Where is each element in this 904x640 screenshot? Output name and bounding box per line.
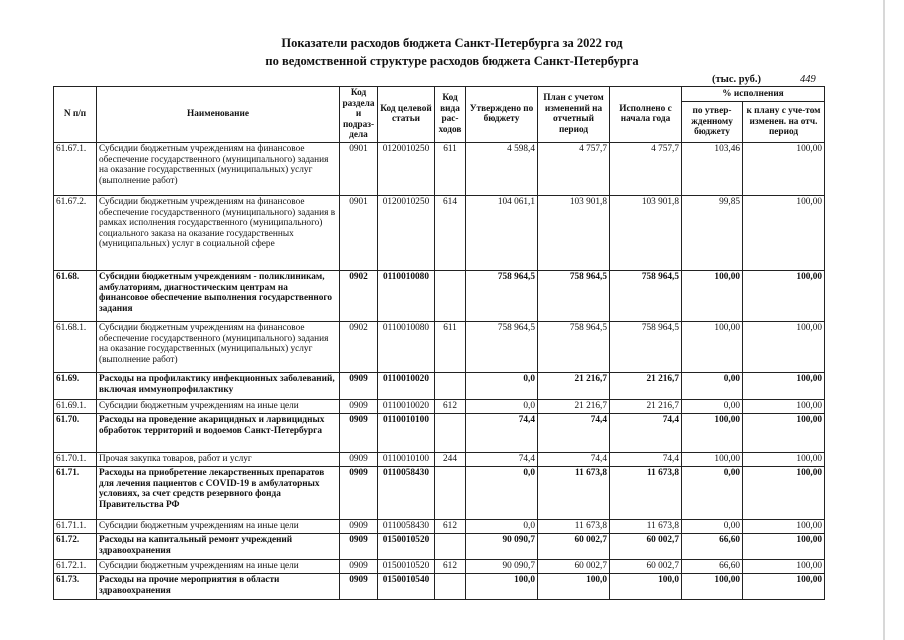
cell-section: 0909 (340, 413, 378, 452)
cell-target: 0150010520 (378, 559, 435, 573)
cell-section: 0909 (340, 573, 378, 599)
header-kind: Код вида рас-ходов (435, 87, 466, 143)
cell-name: Прочая закупка товаров, работ и услуг (97, 452, 340, 466)
table-row (54, 573, 825, 599)
cell-pct-plan: 100,00 (743, 559, 825, 573)
cell-pct-plan: 100,00 (743, 573, 825, 599)
cell-name: Расходы на приобретение лекарственных препаратов для лечения пациентов с COVID-19 в амбулаторных условиях, за счет средств резервного фонда Правительства РФ (97, 466, 340, 519)
cell-pct-budget: 0,00 (682, 372, 743, 399)
cell-pct-budget: 0,00 (682, 399, 743, 413)
cell-pct-plan: 100,00 (743, 533, 825, 559)
cell-approved: 0,0 (466, 466, 538, 519)
header-num: N п/п (54, 87, 97, 143)
cell-plan: 11 673,8 (538, 519, 610, 533)
units-label: (тыс. руб.) (712, 74, 761, 85)
table-row (54, 466, 825, 519)
table-row (54, 195, 825, 270)
cell-approved: 90 090,7 (466, 559, 538, 573)
cell-pct-plan: 100,00 (743, 413, 825, 452)
cell-target: 0110058430 (378, 519, 435, 533)
cell-plan: 74,4 (538, 452, 610, 466)
cell-name: Расходы на капитальный ремонт учреждений здравоохранения (97, 533, 340, 559)
cell-section: 0902 (340, 321, 378, 372)
cell-target: 0110010020 (378, 399, 435, 413)
table-row (54, 321, 825, 372)
cell-num: 61.73. (54, 573, 97, 599)
header-plan: План с учетом изменений на отчетный период (538, 87, 610, 143)
cell-pct-budget: 66,60 (682, 559, 743, 573)
cell-target: 0110010080 (378, 270, 435, 321)
cell-name: Субсидии бюджетным учреждениям на финансовое обеспечение государственного (муниципального) задания в рамках исполнения государственного (муниципального) социального заказа на оказание государственных (муниципальных) услуг в социальной сфере (97, 195, 340, 270)
budget-table (53, 86, 825, 600)
cell-kind (435, 573, 466, 599)
cell-pct-budget: 100,00 (682, 321, 743, 372)
cell-num: 61.72. (54, 533, 97, 559)
cell-name: Расходы на проведение акарицидных и ларвицидных обработок территорий и водоемов Санкт-Петербурга (97, 413, 340, 452)
cell-plan: 103 901,8 (538, 195, 610, 270)
cell-num: 61.71.1. (54, 519, 97, 533)
cell-pct-budget: 100,00 (682, 413, 743, 452)
cell-executed: 74,4 (610, 413, 682, 452)
cell-pct-budget: 99,85 (682, 195, 743, 270)
cell-target: 0110010020 (378, 372, 435, 399)
cell-section: 0909 (340, 533, 378, 559)
cell-section: 0909 (340, 466, 378, 519)
cell-plan: 4 757,7 (538, 142, 610, 195)
cell-kind: 244 (435, 452, 466, 466)
cell-plan: 60 002,7 (538, 559, 610, 573)
cell-target: 0110010100 (378, 413, 435, 452)
cell-pct-plan: 100,00 (743, 399, 825, 413)
cell-approved: 100,0 (466, 573, 538, 599)
cell-name: Субсидии бюджетным учреждениям на иные цели (97, 399, 340, 413)
table-body (54, 142, 825, 599)
page-number: 449 (800, 74, 816, 85)
cell-executed: 103 901,8 (610, 195, 682, 270)
cell-num: 61.69. (54, 372, 97, 399)
cell-section: 0909 (340, 372, 378, 399)
cell-plan: 100,0 (538, 573, 610, 599)
cell-name: Субсидии бюджетным учреждениям на финансовое обеспечение государственного (муниципального) задания на оказание государственных (муниципальных) услуг (выполнение работ) (97, 321, 340, 372)
header-name: Наименование (97, 87, 340, 143)
cell-executed: 758 964,5 (610, 321, 682, 372)
cell-pct-budget: 100,00 (682, 573, 743, 599)
scan-edge-mark (883, 0, 885, 640)
cell-target: 0110010100 (378, 452, 435, 466)
cell-name: Субсидии бюджетным учреждениям на финансовое обеспечение государственного (муниципального) задания на оказание государственных (муниципальных) услуг (выполнение работ) (97, 142, 340, 195)
cell-kind (435, 270, 466, 321)
cell-target: 0150010520 (378, 533, 435, 559)
header-approved: Утверждено по бюджету (466, 87, 538, 143)
cell-section: 0902 (340, 270, 378, 321)
cell-num: 61.69.1. (54, 399, 97, 413)
cell-name: Расходы на прочие мероприятия в области здравоохранения (97, 573, 340, 599)
cell-approved: 4 598,4 (466, 142, 538, 195)
cell-name: Субсидии бюджетным учреждениям на иные цели (97, 519, 340, 533)
header-pct-group: % исполнения (682, 87, 825, 102)
cell-pct-plan: 100,00 (743, 372, 825, 399)
cell-num: 61.71. (54, 466, 97, 519)
cell-kind (435, 413, 466, 452)
table-row (54, 372, 825, 399)
cell-kind: 611 (435, 142, 466, 195)
cell-num: 61.70.1. (54, 452, 97, 466)
cell-approved: 104 061,1 (466, 195, 538, 270)
cell-pct-plan: 100,00 (743, 270, 825, 321)
cell-plan: 21 216,7 (538, 399, 610, 413)
cell-section: 0909 (340, 399, 378, 413)
table-row (54, 559, 825, 573)
cell-section: 0901 (340, 142, 378, 195)
cell-section: 0909 (340, 559, 378, 573)
cell-target: 0150010540 (378, 573, 435, 599)
header-section: Код раздела и подраз-дела (340, 87, 378, 143)
cell-name: Субсидии бюджетным учреждениям на иные цели (97, 559, 340, 573)
table-row (54, 270, 825, 321)
cell-kind: 612 (435, 399, 466, 413)
cell-pct-plan: 100,00 (743, 452, 825, 466)
cell-approved: 0,0 (466, 399, 538, 413)
cell-executed: 21 216,7 (610, 372, 682, 399)
cell-pct-plan: 100,00 (743, 195, 825, 270)
cell-executed: 74,4 (610, 452, 682, 466)
cell-pct-budget: 100,00 (682, 452, 743, 466)
cell-pct-budget: 100,00 (682, 270, 743, 321)
cell-kind: 612 (435, 519, 466, 533)
cell-approved: 758 964,5 (466, 321, 538, 372)
table-row (54, 399, 825, 413)
cell-plan: 60 002,7 (538, 533, 610, 559)
cell-section: 0909 (340, 452, 378, 466)
cell-executed: 21 216,7 (610, 399, 682, 413)
cell-executed: 11 673,8 (610, 519, 682, 533)
header-pct-budget: по утвер-жденному бюджету (682, 101, 743, 142)
cell-num: 61.68.1. (54, 321, 97, 372)
page-subtitle: по ведомственной структуре расходов бюджета Санкт-Петербурга (265, 54, 639, 68)
header-target: Код целевой статьи (378, 87, 435, 143)
cell-num: 61.70. (54, 413, 97, 452)
cell-pct-plan: 100,00 (743, 321, 825, 372)
cell-executed: 100,0 (610, 573, 682, 599)
cell-approved: 0,0 (466, 519, 538, 533)
cell-num: 61.72.1. (54, 559, 97, 573)
cell-plan: 758 964,5 (538, 270, 610, 321)
cell-pct-plan: 100,00 (743, 142, 825, 195)
cell-target: 0120010250 (378, 142, 435, 195)
cell-approved: 90 090,7 (466, 533, 538, 559)
cell-pct-plan: 100,00 (743, 466, 825, 519)
cell-num: 61.68. (54, 270, 97, 321)
cell-section: 0901 (340, 195, 378, 270)
cell-target: 0110010080 (378, 321, 435, 372)
header-executed: Исполнено с начала года (610, 87, 682, 143)
cell-kind: 614 (435, 195, 466, 270)
table-row (54, 452, 825, 466)
cell-pct-budget: 66,60 (682, 533, 743, 559)
cell-pct-plan: 100,00 (743, 519, 825, 533)
cell-kind (435, 466, 466, 519)
cell-target: 0120010250 (378, 195, 435, 270)
header-pct-plan: к плану с уче-том изменен. на отч. период (743, 101, 825, 142)
cell-executed: 60 002,7 (610, 559, 682, 573)
cell-kind (435, 533, 466, 559)
cell-kind: 611 (435, 321, 466, 372)
cell-target: 0110058430 (378, 466, 435, 519)
cell-executed: 11 673,8 (610, 466, 682, 519)
cell-pct-budget: 0,00 (682, 519, 743, 533)
cell-num: 61.67.2. (54, 195, 97, 270)
table-row (54, 519, 825, 533)
cell-kind (435, 372, 466, 399)
page-title: Показатели расходов бюджета Санкт-Петербурга за 2022 год (281, 36, 623, 50)
table-row (54, 142, 825, 195)
cell-num: 61.67.1. (54, 142, 97, 195)
cell-executed: 758 964,5 (610, 270, 682, 321)
cell-name: Субсидии бюджетным учреждениям - поликлиникам, амбулаториям, диагностическим центрам на финансовое обеспечение выполнения государственного задания (97, 270, 340, 321)
cell-plan: 74,4 (538, 413, 610, 452)
cell-executed: 60 002,7 (610, 533, 682, 559)
cell-plan: 11 673,8 (538, 466, 610, 519)
table-row (54, 413, 825, 452)
cell-plan: 758 964,5 (538, 321, 610, 372)
cell-executed: 4 757,7 (610, 142, 682, 195)
cell-plan: 21 216,7 (538, 372, 610, 399)
cell-approved: 74,4 (466, 452, 538, 466)
table-row (54, 533, 825, 559)
cell-kind: 612 (435, 559, 466, 573)
cell-name: Расходы на профилактику инфекционных заболеваний, включая иммунопрофилактику (97, 372, 340, 399)
cell-approved: 0,0 (466, 372, 538, 399)
cell-pct-budget: 0,00 (682, 466, 743, 519)
cell-approved: 758 964,5 (466, 270, 538, 321)
cell-pct-budget: 103,46 (682, 142, 743, 195)
cell-section: 0909 (340, 519, 378, 533)
cell-approved: 74,4 (466, 413, 538, 452)
